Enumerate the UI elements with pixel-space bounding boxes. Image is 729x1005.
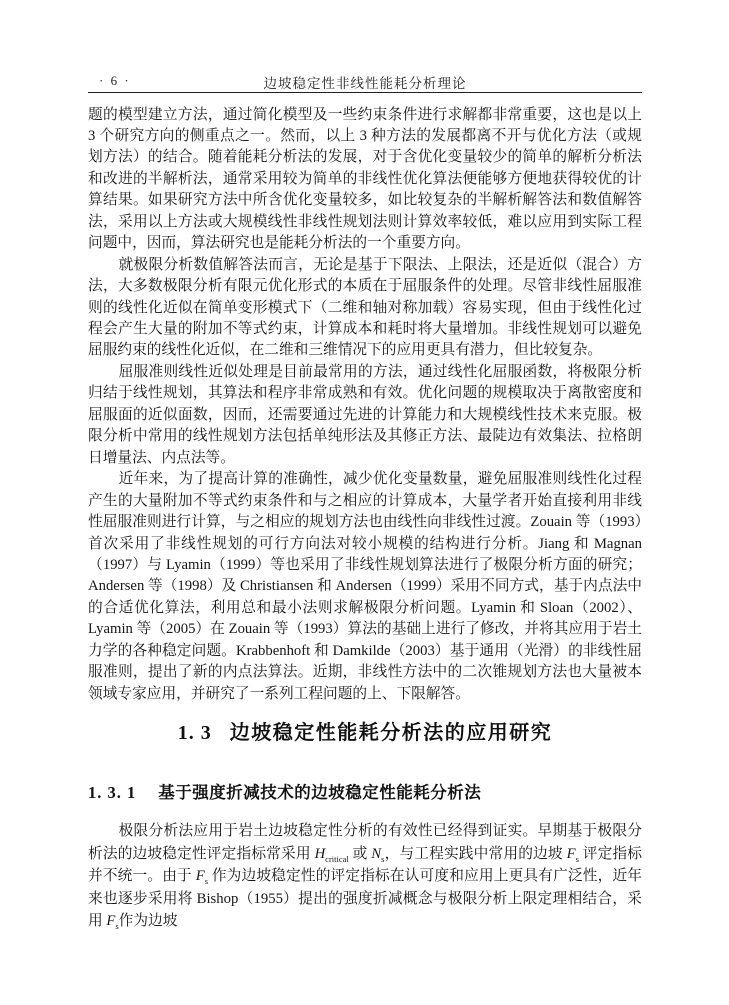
subsection-number: 1. 3. 1 (88, 783, 137, 802)
header-rule (88, 92, 642, 93)
math-variable: $F_s$ (566, 845, 579, 864)
page-number: · 6 · (99, 73, 131, 88)
paragraph-continuation: 题的模型建立方法，通过简化模型及一些约束条件进行求解都非常重要，这也是以上 3 个研究方向的侧重点之一。然而，以上 3 种方法的发展都离不开与优化方法（或规划方法）的结合。随着能耗分析法的发展，对于含优化变量较少的简单的解析分析法和改进的半解析法，通常采用较为简单的非线性优化算法便能够方便地获得较优的计算结果。如果研究方法中所含优化变量较多，如比较复杂的半解析解答法和数值解答法，采用以上方法或大规模线性非线性规划法则计算效率较低，难以应用到实际工程问题中，因而，算法研究也是能耗分析法的一个重要方向。 (88, 106, 642, 252)
page-header (88, 72, 642, 90)
running-title: 边坡稳定性非线性能耗分析理论 (263, 76, 467, 91)
body-text (88, 105, 642, 706)
subsection-title: 基于强度折减技术的边坡稳定性能耗分析法 (158, 783, 482, 802)
subsection-heading (88, 781, 642, 804)
final-paragraph: 极限分析法应用于岩土边坡稳定性分析的有效性已经得到证实。早期基于极限分析法的边坡稳定性评定指标常采用 $H_{critical}$ 或 $N_s$，与工程实践中常用的边坡 $F_s$ 评定指标并不统一。由于 $F_s$ 作为边坡稳定性的评定指标在认可度和应用上更具有广泛性，近年来也逐步采用将 Bishop（1955）提出的强度折减概念与极限分析上限定理相结合，采用 $F_s$作为边坡 (88, 823, 642, 932)
math-variable: $F_s$ (106, 913, 119, 932)
math-variable: $F_s$ (195, 868, 208, 887)
paragraph: 屈服准则线性近似处理是目前最常用的方法，通过线性化屈服函数，将极限分析归结于线性规划，其算法和程序非常成熟和有效。优化问题的规模取决于离散密度和屈服面的近似面数，因而，还需要通过先进的计算能力和大规模线性技术来克服。极限分析中常用的线性规划方法包括单纯形法及其修正方法、最陡边有效集法、拉格朗日增量法、内点法等。 (88, 363, 642, 466)
math-variable: $N_s$ (371, 845, 385, 864)
paragraph: 就极限分析数值解答法而言，无论是基于下限法、上限法，还是近似（混合）方法，大多数极限分析有限元优化形式的本质在于屈服条件的处理。尽管非线性屈服准则的线性化近似在简单变形模式下（二维和轴对称加载）容易实现，但由于线性化过程会产生大量的附加不等式约束，计算成本和耗时将大量增加。非线性规划可以避免屈服约束的线性化近似，在二维和三维情况下的应用更具有潜力，但比较复杂。 (88, 256, 642, 359)
paragraph: 近年来，为了提高计算的准确性，减少优化变量数量，避免屈服准则线性化过程产生的大量附加不等式约束条件和与之相应的计算成本，大量学者开始直接利用非线性屈服准则进行计算，与之相应的规划方法也由线性向非线性过渡。Zouain 等（1993）首次采用了非线性规划的可行方向法对较小规模的结构进行分析。Jiang 和 Magnan（1997）与 Lyamin（1999）等也采用了非线性规划算法进行了极限分析方面的研究；Andersen 等（1998）及 Christiansen 和 Andersen（1999）采用不同方式，基于内点法中的合适优化算法，利用总和最小法则求解极限分析问题。Lyamin 和 Sloan（2002）、Lyamin 等（2005）在 Zouain 等（1993）算法的基础上进行了修改，并将其应用于岩土力学的各种稳定问题。Krabbenhoft 和 Damkilde（2003）基于通用（光滑）的非线性屈服准则，提出了新的内点法算法。近期，非线性方法中的二次锥规划方法也大量被本领域专家应用，并研究了一系列工程问题的上、下限解答。 (88, 471, 642, 702)
section-title: 边坡稳定性能耗分析法的应用研究 (229, 722, 553, 744)
math-variable: $H_{critical}$ (314, 845, 349, 864)
section-heading (88, 719, 642, 747)
section-number: 1. 3 (177, 722, 212, 744)
